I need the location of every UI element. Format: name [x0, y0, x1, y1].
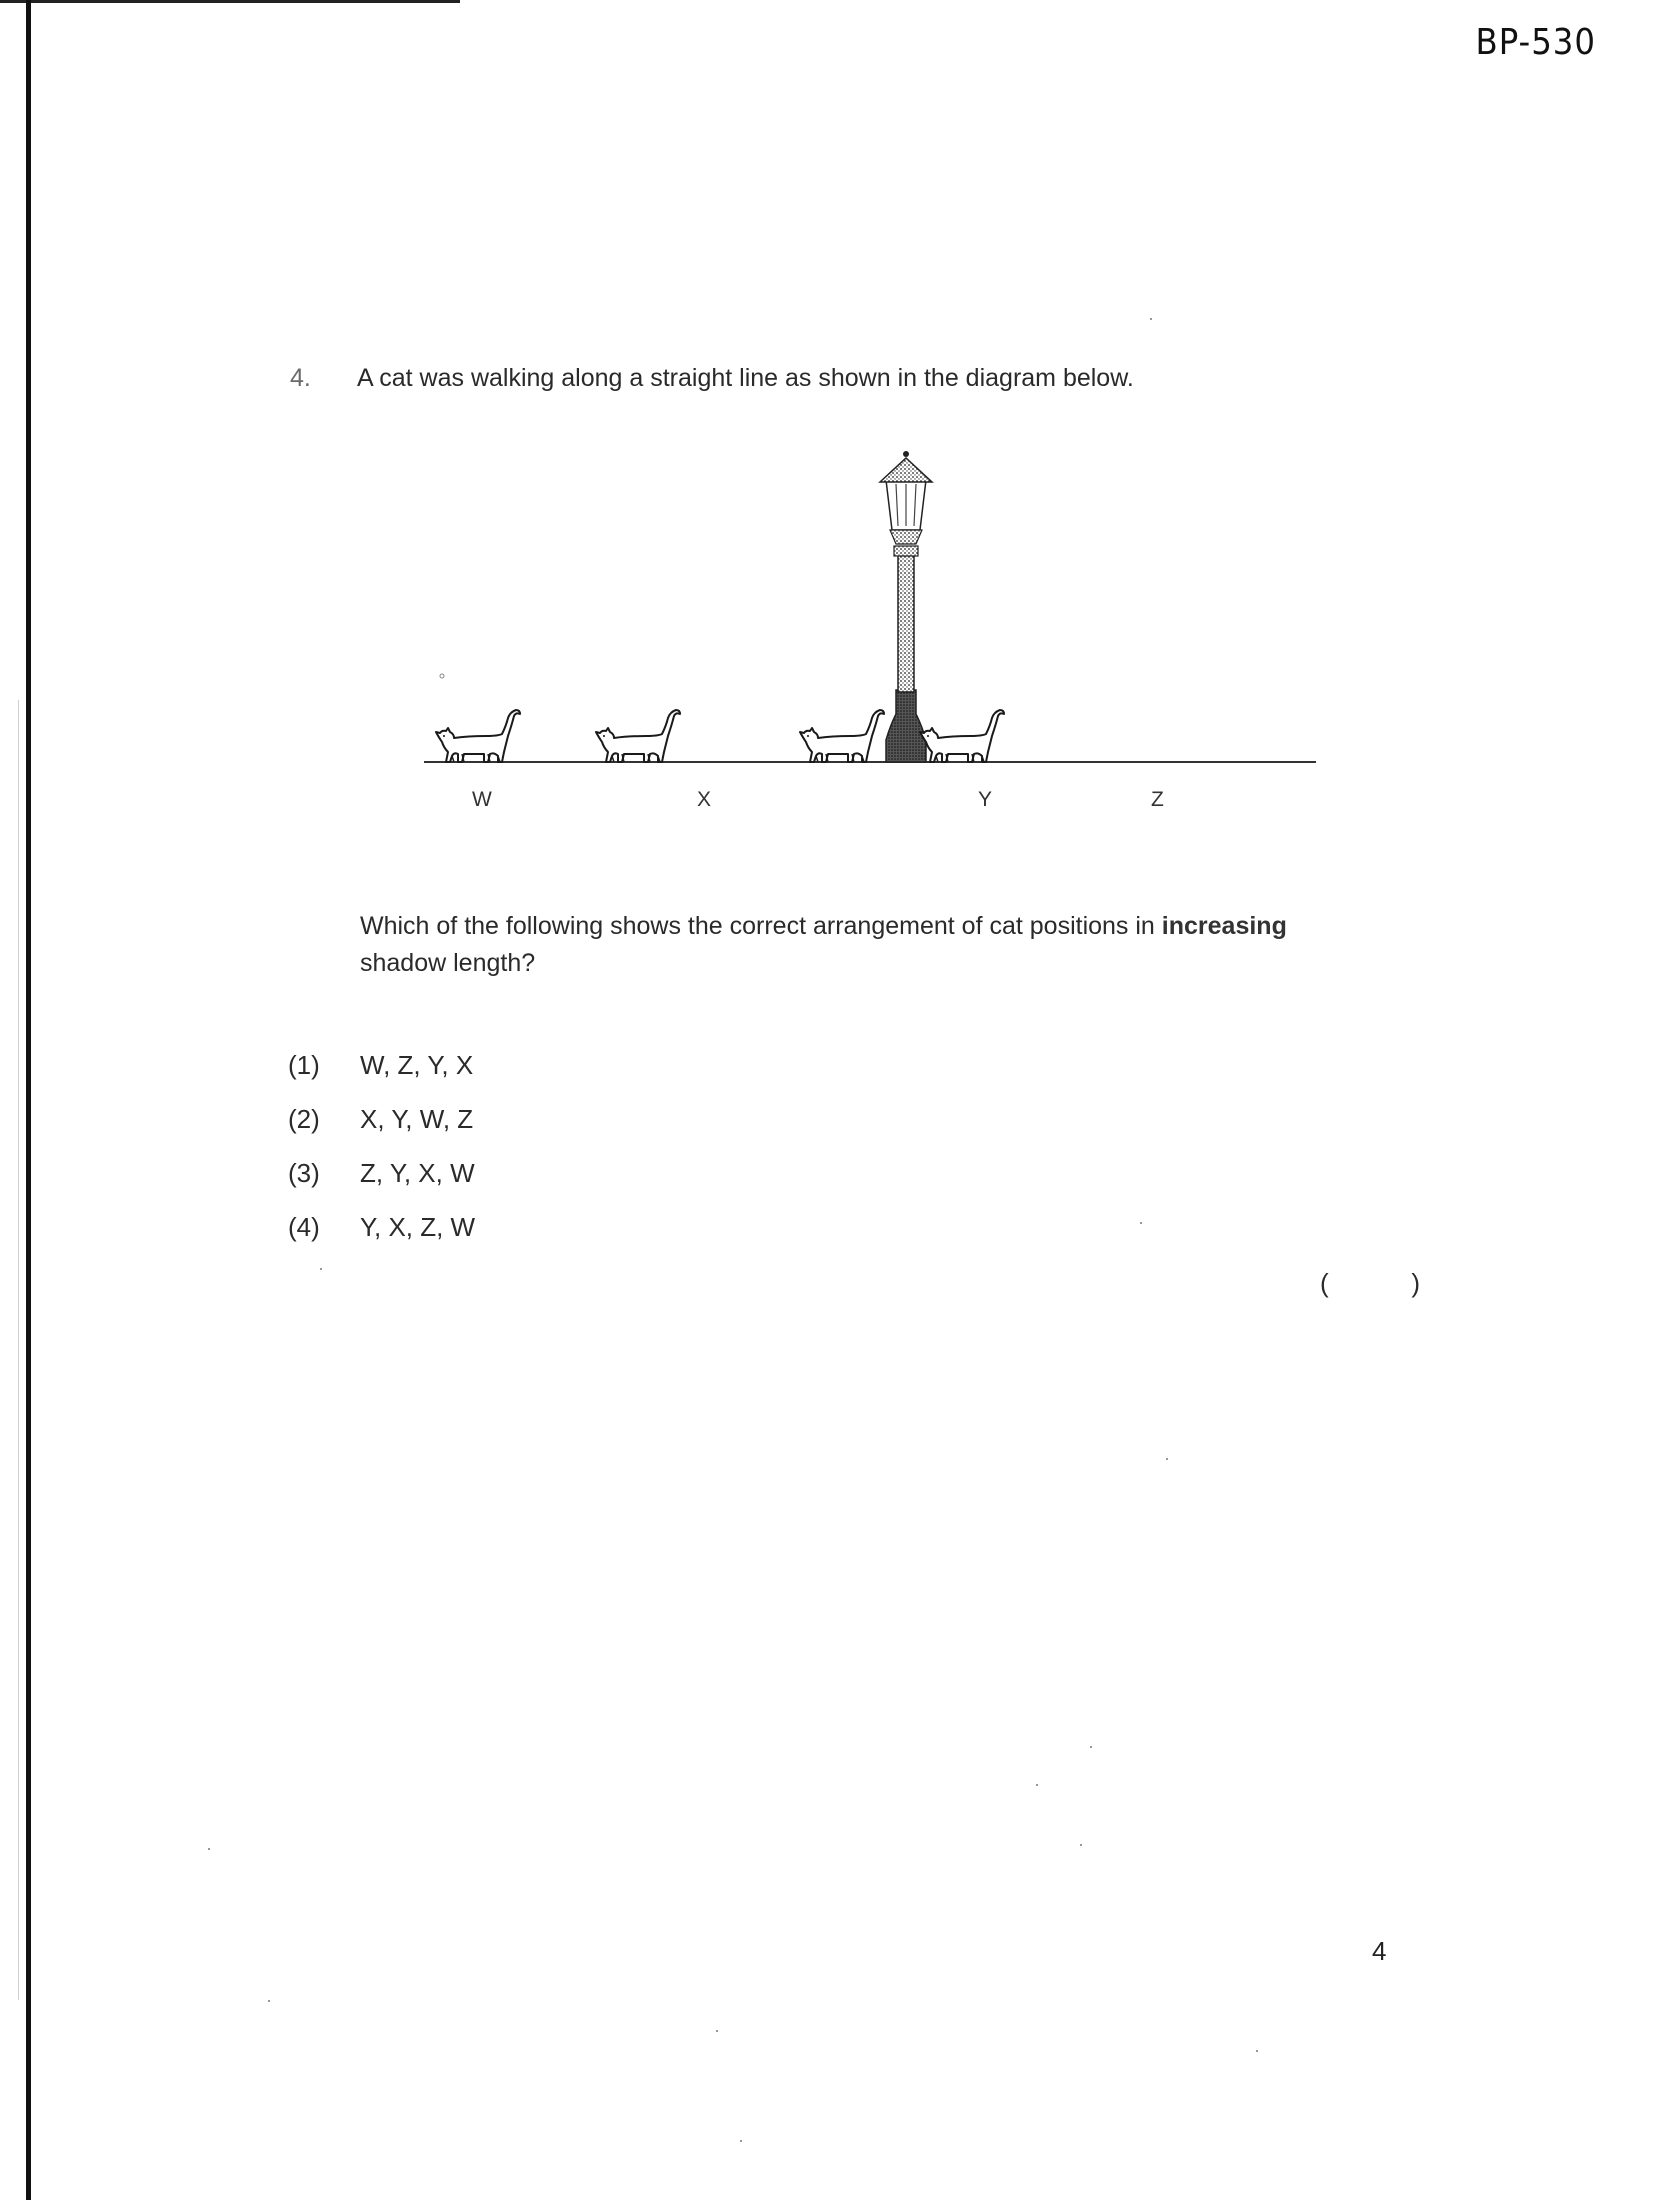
scan-speck	[1166, 1458, 1168, 1460]
question-prompt-emphasis: increasing	[1161, 912, 1287, 940]
option-text: X, Y, W, Z	[360, 1104, 474, 1134]
scan-speck	[208, 1848, 210, 1850]
lamp-post-pole	[898, 552, 914, 692]
scan-speck	[1090, 1746, 1092, 1748]
option-2[interactable]	[288, 1104, 475, 1158]
page-number: 4	[1372, 1936, 1387, 1966]
option-text: W, Z, Y, X	[360, 1050, 474, 1080]
lamp-post	[880, 451, 932, 762]
scan-left-edge	[26, 0, 31, 2200]
scan-speck	[1080, 1844, 1082, 1846]
lamp-roof	[880, 458, 932, 482]
answer-bracket-open: (	[1320, 1268, 1329, 1298]
scan-speck	[268, 2000, 270, 2002]
scan-speck	[716, 2030, 718, 2032]
answer-bracket-close: )	[1411, 1268, 1420, 1298]
option-1[interactable]	[288, 1050, 475, 1104]
scan-speck	[320, 1268, 322, 1270]
scan-top-edge	[0, 0, 460, 3]
scan-speck	[1036, 1784, 1038, 1786]
scan-speck	[1140, 1222, 1142, 1224]
scan-speck	[740, 2140, 742, 2142]
cat-x	[596, 710, 680, 762]
cat-y	[800, 710, 884, 762]
option-3[interactable]	[288, 1158, 475, 1212]
cat-z	[920, 710, 1004, 762]
option-number: (2)	[288, 1104, 320, 1134]
paper-code: BP-530	[1475, 22, 1596, 63]
option-number: (3)	[288, 1158, 320, 1188]
cat-w	[436, 710, 520, 762]
answer-options	[288, 1050, 475, 1266]
option-text: Y, X, Z, W	[360, 1212, 476, 1242]
scan-speck	[1150, 318, 1152, 320]
position-label-x: X	[697, 788, 712, 811]
option-number: (4)	[288, 1212, 320, 1242]
position-label-w: W	[472, 788, 492, 811]
option-4[interactable]	[288, 1212, 475, 1266]
question-prompt-start: Which of the following shows the correct arrangement of cat positions in	[360, 912, 1155, 940]
position-label-z: Z	[1151, 788, 1164, 811]
lamp-post-diagram	[420, 440, 1320, 840]
scan-left-line	[18, 700, 19, 2000]
option-number: (1)	[288, 1050, 320, 1080]
lamp-post-base	[886, 690, 926, 762]
position-label-y: Y	[978, 788, 993, 811]
scan-speck	[1256, 2050, 1258, 2052]
question-number: 4.	[290, 364, 311, 392]
answer-box[interactable]	[1320, 1268, 1420, 1299]
question-prompt-end: shadow length?	[360, 949, 536, 977]
option-text: Z, Y, X, W	[360, 1158, 475, 1188]
question-prompt	[360, 908, 1320, 982]
question-stem: A cat was walking along a straight line as shown in the diagram below.	[357, 364, 1134, 392]
